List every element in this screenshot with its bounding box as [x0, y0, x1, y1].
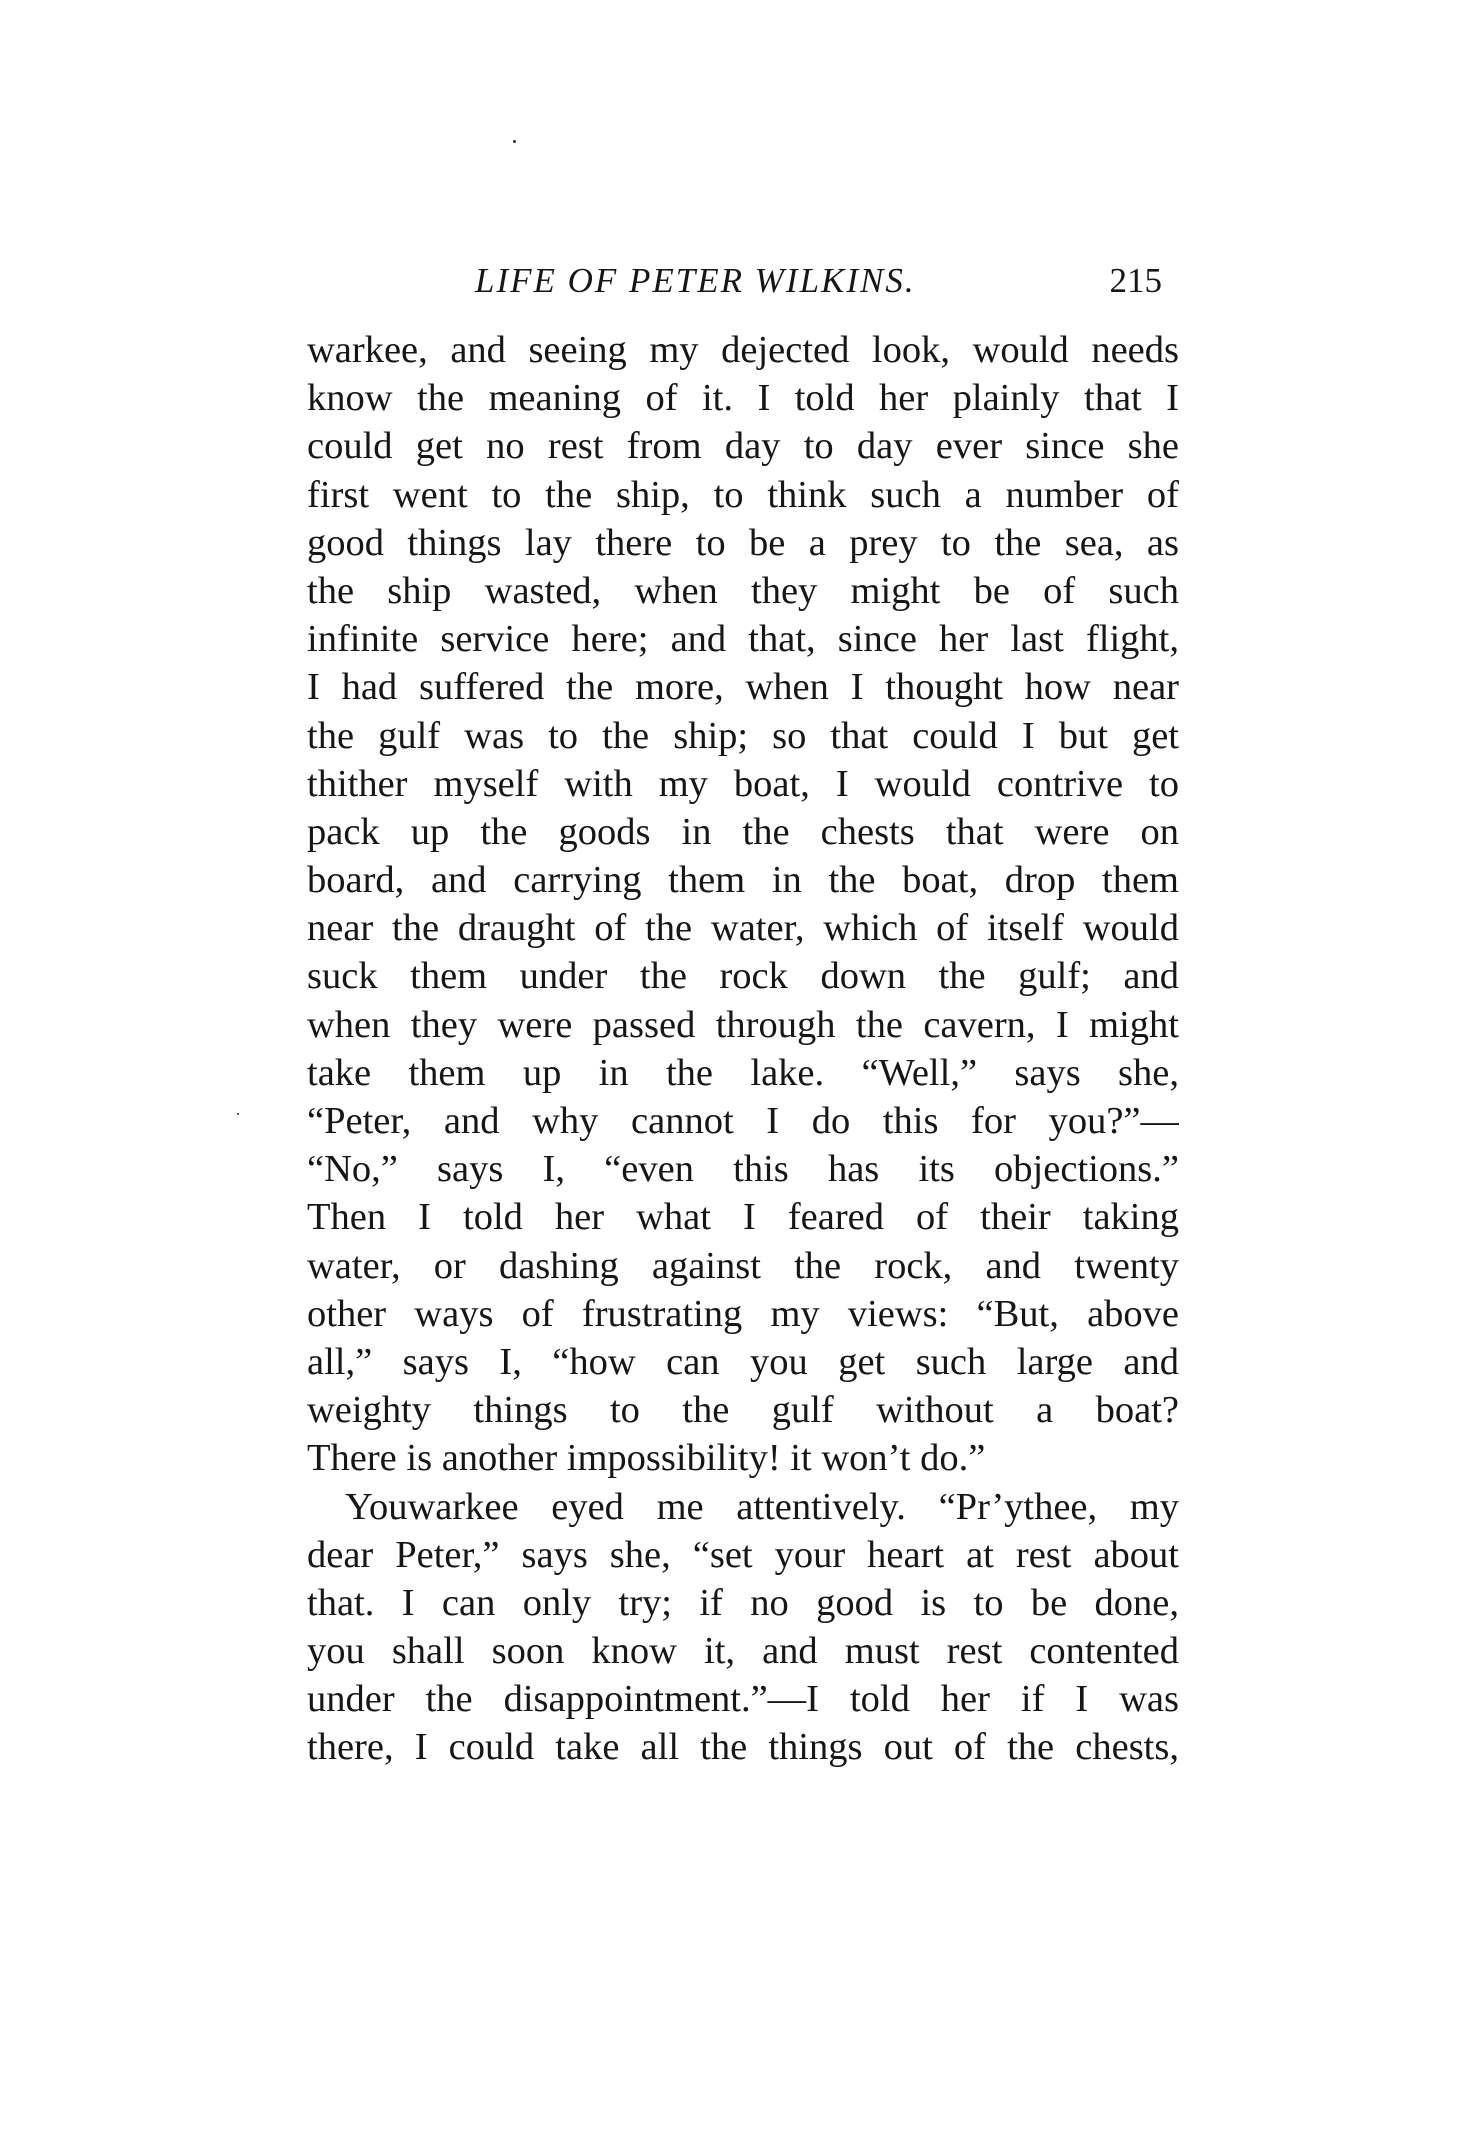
ink-speck [513, 140, 516, 143]
text-line: suck them under the rock down the gulf; and [307, 955, 1179, 998]
text-line: There is another impossibility! it won’t do.” [307, 1437, 986, 1480]
page-number: 215 [1109, 261, 1162, 300]
text-line: warkee, and seeing my dejected look, would needs [307, 329, 1179, 371]
paragraph-1 [307, 326, 1179, 1483]
text-line: I had suffered the more, when I thought how near [307, 666, 1179, 709]
text-line: near the draught of the water, which of itself would [307, 907, 1179, 950]
running-title: LIFE OF PETER WILKINS. [475, 261, 916, 300]
text-line: “No,” says I, “even this has its objections.” [307, 1148, 1179, 1191]
text-line: good things lay there to be a prey to the sea, as [307, 521, 1179, 564]
text-line: all,” says I, “how can you get such large and [307, 1340, 1179, 1383]
text-line: could get no rest from day to day ever since she [307, 425, 1179, 468]
text-line: weighty things to the gulf without a boat? [307, 1389, 1179, 1432]
text-line: that. I can only try; if no good is to be done, [307, 1581, 1179, 1624]
body-text [307, 326, 1179, 1772]
text-line: the ship wasted, when they might be of such [307, 569, 1179, 612]
text-line: the gulf was to the ship; so that could I but get [307, 714, 1179, 757]
text-line: pack up the goods in the chests that were on [307, 810, 1179, 853]
text-line: Youwarkee eyed me attentively. “Pr’ythee, my [345, 1485, 1179, 1528]
text-line: water, or dashing against the rock, and twenty [307, 1244, 1179, 1287]
text-line: Then I told her what I feared of their taking [307, 1196, 1179, 1239]
text-line: board, and carrying them in the boat, drop them [307, 859, 1179, 902]
text-line: infinite service here; and that, since her last flight, [307, 618, 1179, 661]
text-line: there, I could take all the things out of the chests, [307, 1726, 1179, 1769]
running-head [300, 256, 1172, 306]
text-line: other ways of frustrating my views: “But, above [307, 1292, 1179, 1335]
text-line: under the disappointment.”—I told her if I was [307, 1678, 1179, 1721]
text-line: first went to the ship, to think such a number of [307, 473, 1179, 516]
text-line: “Peter, and why cannot I do this for you?”— [307, 1100, 1179, 1142]
text-line: you shall soon know it, and must rest contented [307, 1630, 1179, 1673]
text-line: thither myself with my boat, I would contrive to [307, 762, 1179, 805]
text-line: dear Peter,” says she, “set your heart at rest about [307, 1533, 1179, 1576]
paragraph-2 [307, 1483, 1179, 1772]
text-line: take them up in the lake. “Well,” says she, [307, 1051, 1179, 1094]
ink-speck [237, 1113, 239, 1115]
text-line: when they were passed through the cavern, I might [307, 1003, 1179, 1046]
text-line: know the meaning of it. I told her plainly that I [307, 377, 1179, 420]
